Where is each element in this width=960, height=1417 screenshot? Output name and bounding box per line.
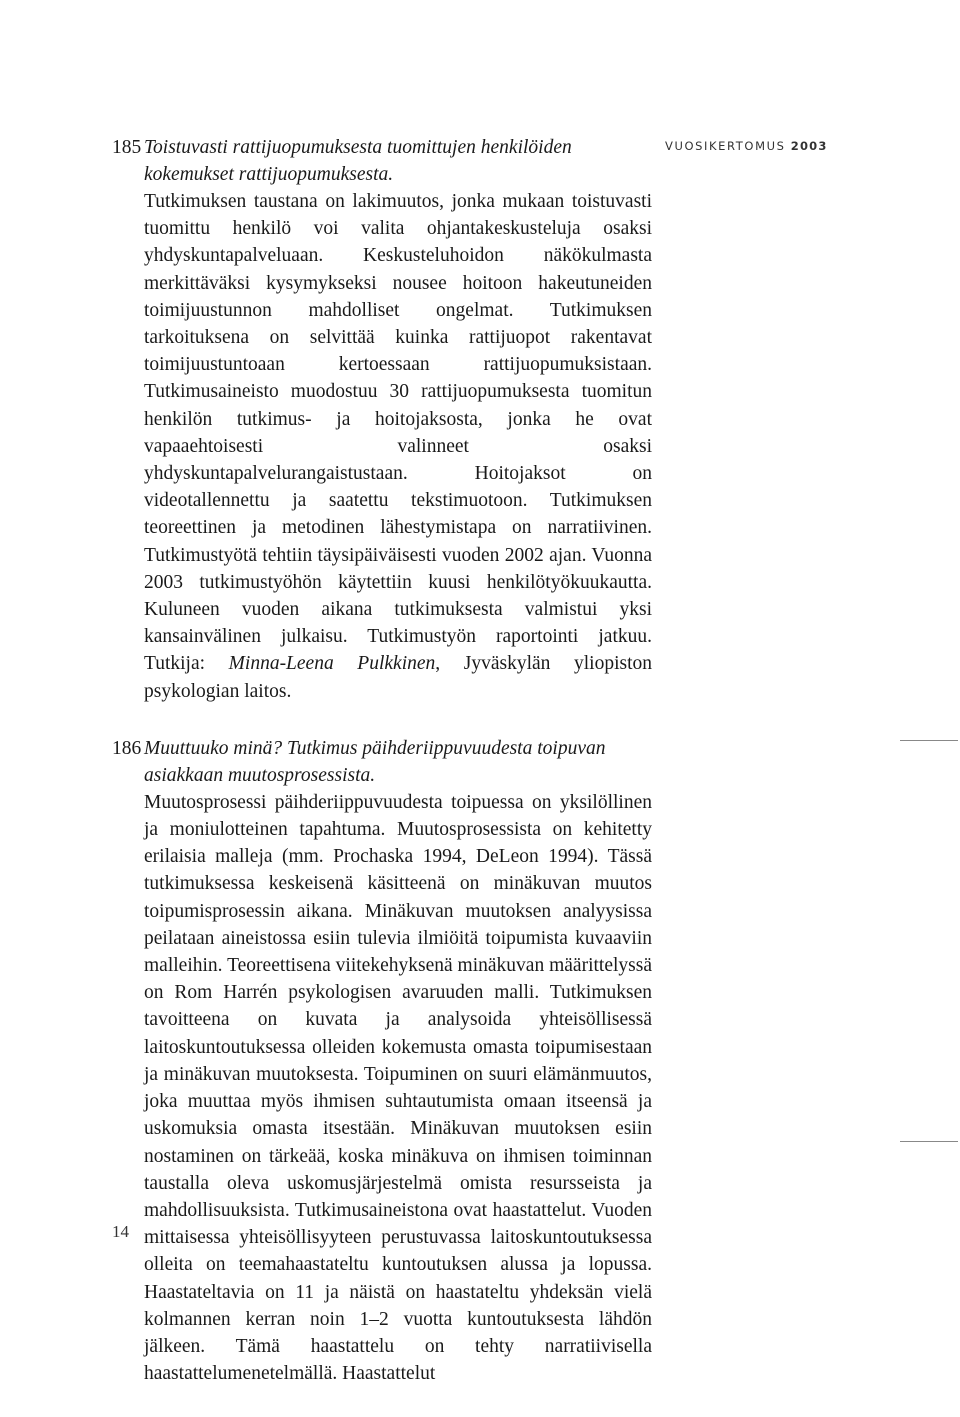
entry-title: [112, 735, 652, 789]
entry-heading: Muuttuuko minä? Tutkimus päihderiippuvuudesta toipuvan asiakkaan muutosprosessista.: [144, 737, 606, 786]
entry-body-text: Muutosprosessi päihderiippuvuudesta toipuessa on yksilöllinen ja moniulotteinen tapahtuma. Muutosprosessista on kehitetty erilaisia malleja (mm. Prochaska 1994, DeLeon 1994). Tässä tutkimuksessa keskeisenä käsitteenä on minäkuvan muutos toipumisprosessin aikana. Minäkuvan muutoksen analyysissa peilataan aineistossa esiin tulevia ilmiöitä toipumista kuvaaviin malleihin. Teoreettisena viitekehyksenä minäkuvan määrittelyssä on Rom Harrén psykologisen avaruuden malli. Tutkimuksen tavoitteena on kuvata ja analysoida yhteisöllisessä laitoskuntoutuksessa olleiden kokemusta omasta toipumisestaan ja minäkuvan muutoksesta. Toipuminen on suuri elämänmuutos, joka muuttaa myös ihmisen suhtautumista omaan itseensä ja uskomuksia omasta itsestään. Minäkuvan muutoksen esiin nostaminen on tärkeää, koska minäkuva on ihmisen toiminnan taustalla oleva uskomusjärjestelmä omista resursseista ja mahdollisuuksista. Tutkimusaineistona ovat haastattelut. Vuoden mittaisessa yhteisöllisyyteen perustuvassa laitoskuntoutuksessa olleita on teemahaastateltu kuntoutuksen alussa ja lopussa. Haastateltavia on 11 ja näistä on haastateltu yhdeksän vielä kolmannen kerran noin 1–2 vuotta kuntoutuksesta lähdön jälkeen. Tämä haastattelu on tehty narratiivisella haastattelumenetelmällä. Haastattelut: [144, 791, 652, 1385]
running-head-series: VUOSIKERTOMUS: [665, 139, 786, 153]
margin-rule: [900, 740, 958, 741]
main-column: [112, 134, 652, 1417]
running-head: [665, 139, 828, 153]
margin-rule: [900, 1141, 958, 1142]
entry-body: [144, 789, 652, 1387]
running-head-year: 2003: [790, 139, 828, 153]
entry-heading: Toistuvasti rattijuopumuksesta tuomittujen henkilöiden kokemukset rattijuopumuksesta.: [144, 137, 572, 185]
entry-number: 185: [112, 137, 142, 158]
entry-number: 186: [112, 737, 142, 759]
entry-186: [112, 735, 652, 1387]
entry-185: [112, 134, 652, 705]
researcher-affiliation: , Jyväskylän yliopiston psykologian laitos.: [144, 653, 653, 702]
entry-title: [112, 134, 652, 188]
entry-body-text: Tutkimuksen taustana on lakimuutos, jonka mukaan toistuvasti tuomittu henkilö voi valita ohjantakeskusteluja osaksi yhdyskuntapalveluaan. Keskusteluhoidon näkökulmasta merkittäväksi kysymykseksi nousee hoitoon hakeutuneiden toimijuustunnon mahdolliset ongelmat. Tutkimuksen tarkoituksena on selvittää kuinka rattijuopot rakentavat toimijuustuntoaan kertoessaan rattijuopumuksistaan. Tutkimusaineisto muodostuu 30 rattijuopumuksesta tuomitun henkilön tutkimus- ja hoitojaksosta, jonka he ovat vapaaehtoisesti valinneet osaksi yhdyskuntapalvelurangaistustaan. Hoitojaksot on videotallennettu ja saatettu tekstimuotoon. Tutkimuksen teoreettinen ja metodinen lähestymistapa on narratiivinen. Tutkimustyötä tehtiin täysipäiväisesti vuoden 2002 ajan. Vuonna 2003 tutkimustyöhön käytettiin kuusi henkilötyökuukautta. Kuluneen vuoden aikana tutkimuksesta valmistui yksi kansainvälinen julkaisu. Tutkimustyön raportointi jatkuu. Tutkija:: [144, 191, 652, 675]
page-number: 14: [112, 1222, 129, 1241]
entry-body: [144, 188, 652, 705]
researcher-name: Minna-Leena Pulkkinen: [228, 653, 436, 675]
